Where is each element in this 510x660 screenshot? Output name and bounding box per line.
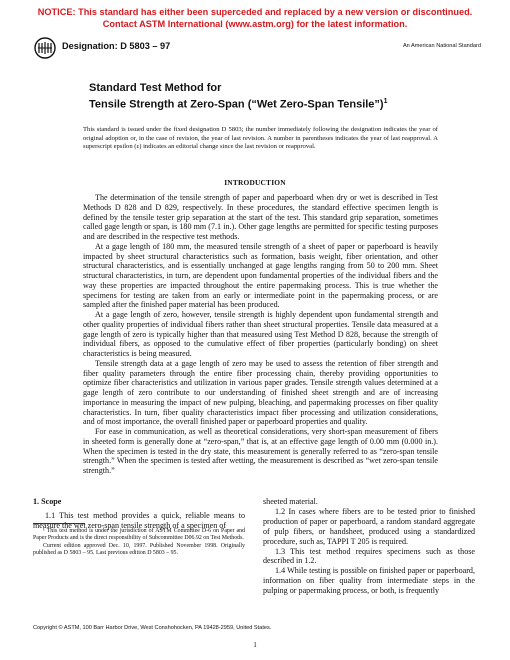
introduction-heading: INTRODUCTION <box>224 178 286 187</box>
page-number: 1 <box>253 641 257 649</box>
footnotes <box>33 528 245 558</box>
title-line-2 <box>89 95 388 112</box>
title-line-1: Standard Test Method for <box>89 82 222 94</box>
scope-paragraph: 1.1 This test method provides a quick, reliable means to measure the wet zero-span tensile strength of a specimen of <box>33 510 245 530</box>
footnote: ¹ This test method is under the jurisdiction of ASTM Committee D-6 on Paper and Paper Products and is the direct responsibility of Subcommittee D06.92 on Test Methods. <box>33 528 245 542</box>
national-standard-label: An American National Standard <box>402 43 481 49</box>
scope-heading: 1. Scope <box>33 497 62 506</box>
scope-paragraph: 1.3 This test method requires specimens such as those described in 1.2. <box>263 546 475 566</box>
title-line-2-text: Tensile Strength at Zero-Span (“Wet Zero-Span Tensile”) <box>89 98 384 111</box>
intro-paragraph: At a gage length of 180 mm, the measured tensile strength of a sheet of paper or paperboard is heavily impacted by sheet structural characteristics such as formation, basis weight, fiber orientation, and other structural characteristics, and is essentially unchanged at gage lengths ranging from 50 to 200 mm. Sheet structural characteristics, in turn, are dependent upon fundamental properties of the individual fibers and the way these properties are impacted throughout the entire papermaking process. This is true whether the specimens for testing are taken from an early or intermediate point in the papermaking process, or are sampled after the finished paper material has been produced. <box>83 241 438 310</box>
scope-paragraph: 1.2 In cases where fibers are to be tested prior to finished production of paper or paperboard, a random standard aggregate of pulp fibers, or handsheet, produced using a standardized procedure, such as, TAPPI T 205 is required. <box>263 506 475 546</box>
astm-logo-icon <box>33 37 57 59</box>
footnote: Current edition approved Dec. 10, 1997. Published November 1998. Originally published as D 5803 – 95. Last previous edition D 5803 – 95. <box>33 542 245 557</box>
title-footnote-mark: 1 <box>383 98 388 105</box>
designation: Designation: D 5803 – 97 <box>62 41 171 51</box>
issuance-note: This standard is issued under the fixed designation D 5803; the number immediately following the designation indicates the year of original adoption or, in the case of revision, the year of last revision. A number in parentheses indicates the year of last reapproval. A superscript epsilon (ε) indicates an editorial change since the last revision or reapproval. <box>83 126 438 151</box>
left-column <box>33 497 245 531</box>
right-column <box>263 497 475 596</box>
notice-line-1: NOTICE: This standard has either been superceded and replaced by a new version or discontinued. <box>37 7 473 17</box>
intro-paragraph: Tensile strength data at a gage length of zero may be used to assess the retention of fiber strength and fiber quality parameters through the entire fiber processing chain, thereby providing opportunities to optimize fiber characteristics and utilization in various paper grades. Tensile strength values determined at a gage length of zero contribute to our understanding of finished sheet strength and are of increasing importance in measuring the impact of new pulping, bleaching, and papermaking processes on fiber quality characteristics. In turn, fiber quality characteristics impact fiber processing and utilization considerations, and of most importance, the overall finished paper or paperboard properties and quality. <box>83 358 438 427</box>
scope-paragraph: 1.4 While testing is possible on finished paper or paperboard, information on fiber quality from intermediate steps in the pulping or papermaking process, or both, is frequently <box>263 566 475 596</box>
scope-paragraph: sheeted material. <box>263 497 318 506</box>
introduction-body <box>83 193 438 476</box>
notice-line-2: Contact ASTM International (www.astm.org) for the latest information. <box>102 19 408 29</box>
copyright-line: Copyright © ASTM, 100 Barr Harbor Drive, West Conshohocken, PA 19428-2959, United States. <box>33 625 272 631</box>
intro-paragraph: For ease in communication, as well as theoretical considerations, very short-span measurement of fibers in sheeted form is generally done at “zero-span,” that is, at an effective gage length of 0.00 mm (0.000 in.). When the specimen is tested in the dry state, this measurement is generally referred to as “zero-span tensile strength.” When the specimen is tested after wetting, the measurement is described as “wet zero-span tensile strength.” <box>83 427 438 475</box>
document-title <box>89 82 388 112</box>
supersede-notice <box>0 6 510 30</box>
intro-paragraph: The determination of the tensile strength of paper and paperboard when dry or wet is described in Test Methods D 828 and D 829, respectively. In these procedures, the standard effective specimen length is defined by the tensile tester grip separation at the start of the test. This standard grip separation, sometimes called gage length or span, is 180 mm (7.1 in.). Other gage lengths are permitted for specific testing purposes and are described in the respective test methods. <box>83 193 438 241</box>
footnote-divider <box>33 523 85 524</box>
intro-paragraph: At a gage length of zero, however, tensile strength is highly dependent upon fundamental strength and other quality properties of individual fibers rather than sheet structural properties. Tensile data measured at a gage length of zero is typically higher than that measured using Test Method D 828, because the strength of individual fibers, as opposed to the cumulative effect of fiber properties (particularly bonding) on sheet characteristics is being measured. <box>83 310 438 358</box>
